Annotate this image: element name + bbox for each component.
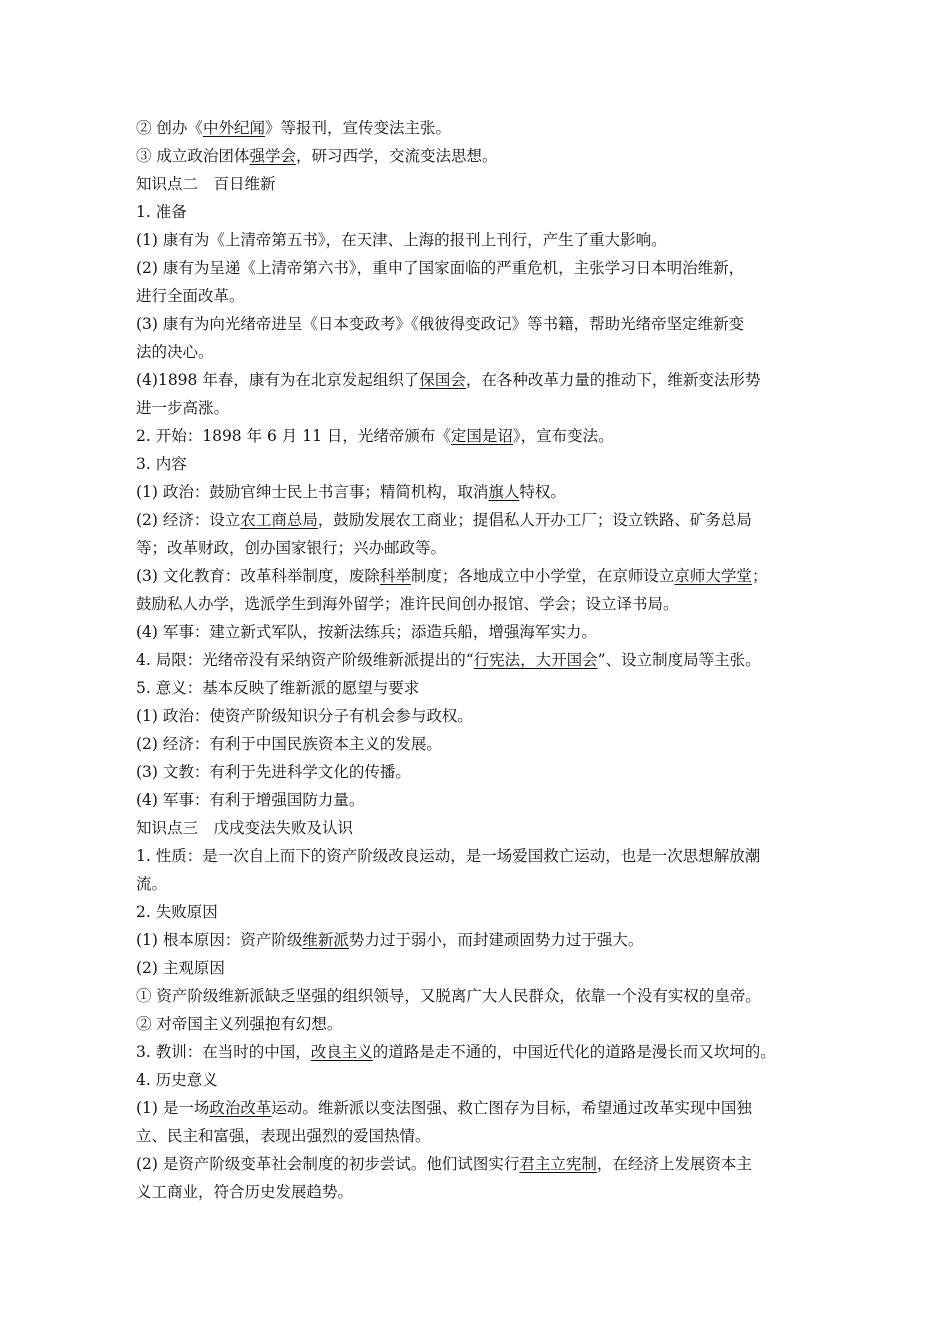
text-line [136, 226, 816, 254]
underlined-term: 政治改革 [209, 1099, 272, 1117]
text-run: ，研习西学，交流变法思想。 [295, 147, 498, 165]
text-run: 进行全面改革。 [136, 287, 245, 305]
text-run: 鼓励私人办学，选派学生到海外留学；准许民间创办报馆、学会；设立译书局。 [136, 595, 679, 613]
text-line [136, 758, 816, 786]
text-run: ，鼓励发展农工商业；提倡私人开办工厂；设立铁路、矿务总局 [317, 511, 752, 529]
underlined-term: 维新派 [302, 931, 349, 949]
text-run: (2) 经济：设立 [136, 511, 241, 529]
text-line [136, 982, 816, 1010]
text-line [136, 814, 816, 842]
text-line [136, 590, 816, 618]
text-run: ③ 成立政治团体 [136, 147, 250, 165]
text-line [136, 450, 816, 478]
text-run: (1) 根本原因：资产阶级 [136, 931, 303, 949]
text-line [136, 618, 816, 646]
text-run: 3. 教训：在当时的中国， [136, 1043, 311, 1061]
text-run: 》等报刊，宣传变法主张。 [264, 119, 451, 137]
text-line [136, 1122, 816, 1150]
text-run: (3) 文化教育：改革科举制度，废除 [136, 567, 380, 585]
text-run: (1) 是一场 [136, 1099, 210, 1117]
text-run: 法的决心。 [136, 343, 214, 361]
text-line [136, 1178, 816, 1206]
text-line [136, 254, 816, 282]
text-run: (3) 文教：有利于先进科学文化的传播。 [136, 763, 411, 781]
text-run: 》，宣布变法。 [512, 427, 614, 445]
underlined-term: 行宪法，大开国会 [473, 651, 598, 669]
text-run: 等；改革财政，创办国家银行；兴办邮政等。 [136, 539, 447, 557]
text-line [136, 870, 816, 898]
text-run: 进一步高涨。 [136, 399, 230, 417]
text-line [136, 506, 816, 534]
text-line [136, 198, 816, 226]
text-run: 制度；各地成立中小学堂，在京师设立 [410, 567, 675, 585]
underlined-term: 强学会 [249, 147, 296, 165]
text-line [136, 702, 816, 730]
underlined-term: 旗人 [488, 483, 520, 501]
underlined-term: 定国是诏 [450, 427, 513, 445]
text-line [136, 338, 816, 366]
underlined-term: 改良主义 [310, 1043, 373, 1061]
text-run: 特权。 [519, 483, 566, 501]
text-line [136, 310, 816, 338]
text-line [136, 1010, 816, 1038]
text-run: (4)1898 年春，康有为在北京发起组织了 [136, 371, 420, 389]
text-run: 5. 意义：基本反映了维新派的愿望与要求 [136, 679, 420, 697]
text-run: 4. 历史意义 [136, 1071, 218, 1089]
text-run: ，在各种改革力量的推动下，维新变法形势 [465, 371, 761, 389]
text-run: ； [751, 567, 768, 585]
text-line [136, 1038, 816, 1066]
text-line [136, 730, 816, 758]
text-line [136, 1066, 816, 1094]
text-line [136, 898, 816, 926]
text-run: 2. 失败原因 [136, 903, 218, 921]
text-run: 4. 局限：光绪帝没有采纳资产阶级维新派提出的“ [136, 651, 474, 669]
text-run: 1. 准备 [136, 203, 187, 221]
text-run: ② 对帝国主义列强抱有幻想。 [136, 1015, 343, 1033]
text-line [136, 926, 816, 954]
text-run: (1) 政治：鼓励官绅士民上书言事；精简机构，取消 [136, 483, 489, 501]
text-line [136, 478, 816, 506]
text-line [136, 366, 816, 394]
text-line [136, 674, 816, 702]
text-line [136, 534, 816, 562]
text-run: (1) 康有为《上清帝第五书》，在天津、上海的报刊上刊行，产生了重大影响。 [136, 231, 667, 249]
text-run: 势力过于弱小，而封建顽固势力过于强大。 [348, 931, 644, 949]
text-run: (2) 是资产阶级变革社会制度的初步尝试。他们试图实行 [136, 1155, 520, 1173]
text-line [136, 142, 816, 170]
text-run: ”、设立制度局等主张。 [597, 651, 761, 669]
text-run: 知识点二 百日维新 [136, 175, 276, 193]
text-line [136, 170, 816, 198]
text-line [136, 1150, 816, 1178]
text-run: (3) 康有为向光绪帝进呈《日本变政考》《俄彼得变政记》等书籍，帮助光绪帝坚定维新变 [136, 315, 745, 333]
text-run: 1. 性质：是一次自上而下的资产阶级改良运动，是一场爱国救亡运动，也是一次思想解放潮 [136, 847, 761, 865]
underlined-term: 保国会 [419, 371, 466, 389]
underlined-term: 科举 [379, 567, 411, 585]
underlined-term: 京师大学堂 [674, 567, 752, 585]
text-run: 2. 开始：1898 年 6 月 11 日，光绪帝颁布《 [136, 427, 451, 445]
text-run: (2) 主观原因 [136, 959, 225, 977]
text-run: 义工商业，符合历史发展趋势。 [136, 1183, 354, 1201]
text-run: (1) 政治：使资产阶级知识分子有机会参与政权。 [136, 707, 473, 725]
text-run: 流。 [136, 875, 168, 893]
text-run: (4) 军事：建立新式军队，按新法练兵；添造兵船，增强海军实力。 [136, 623, 597, 641]
text-line [136, 1094, 816, 1122]
text-line [136, 954, 816, 982]
text-line [136, 282, 816, 310]
text-run: ① 资产阶级维新派缺乏坚强的组织领导，又脱离广大人民群众，依靠一个没有实权的皇帝。 [136, 987, 761, 1005]
text-run: 的道路是走不通的，中国近代化的道路是漫长而又坎坷的。 [372, 1043, 776, 1061]
text-line [136, 394, 816, 422]
text-run: 知识点三 戊戌变法失败及认识 [136, 819, 354, 837]
text-line [136, 562, 816, 590]
text-line [136, 114, 816, 142]
text-line [136, 842, 816, 870]
text-line [136, 786, 816, 814]
text-run: 运动。维新派以变法图强、救亡图存为目标，希望通过改革实现中国独 [271, 1099, 752, 1117]
text-run: ② 创办《 [136, 119, 203, 137]
text-run: 3. 内容 [136, 455, 187, 473]
text-run: (4) 军事：有利于增强国防力量。 [136, 791, 365, 809]
text-run: (2) 康有为呈递《上清帝第六书》，重申了国家面临的严重危机，主张学习日本明治维新， [136, 259, 745, 277]
text-line [136, 646, 816, 674]
text-run: (2) 经济：有利于中国民族资本主义的发展。 [136, 735, 442, 753]
text-line [136, 422, 816, 450]
underlined-term: 农工商总局 [240, 511, 318, 529]
text-run: ，在经济上发展资本主 [596, 1155, 752, 1173]
underlined-term: 君主立宪制 [519, 1155, 597, 1173]
underlined-term: 中外纪闻 [202, 119, 265, 137]
text-run: 立、民主和富强，表现出强烈的爱国热情。 [136, 1127, 431, 1145]
document-body [136, 114, 816, 1206]
